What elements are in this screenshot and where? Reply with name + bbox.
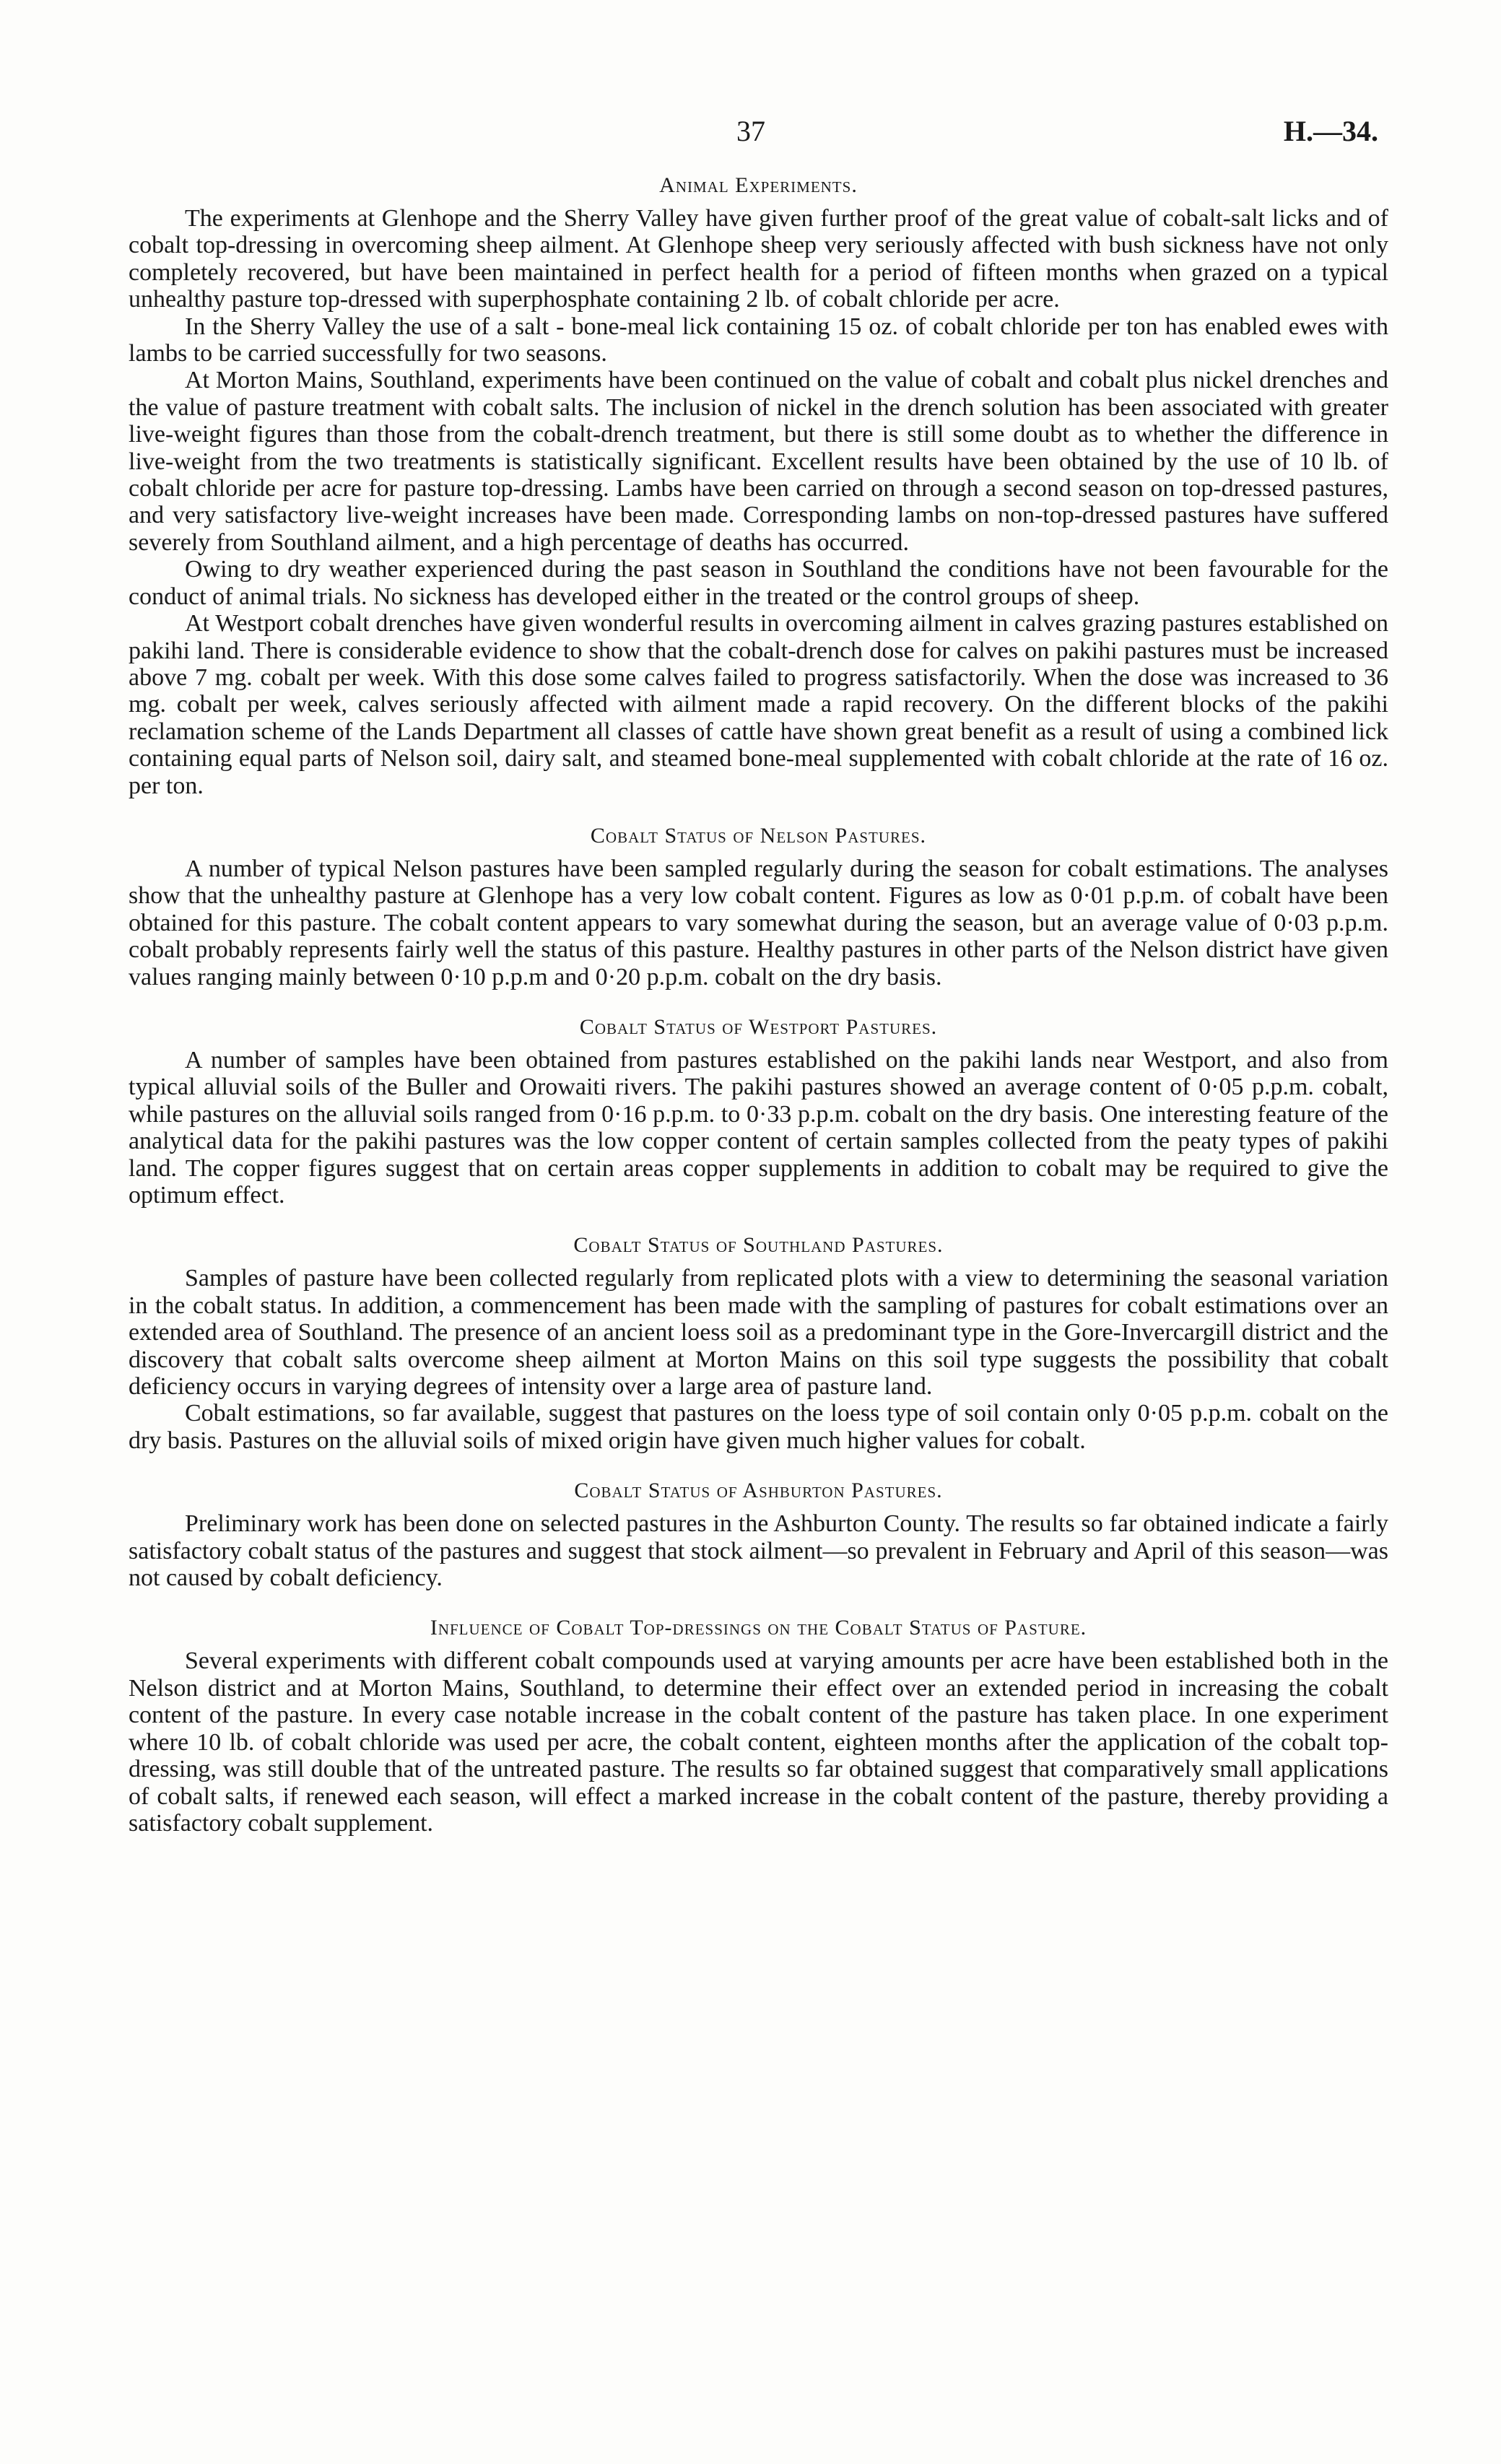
paragraph: Several experiments with different cobalt compounds used at varying amounts per acre have been established both in the Nelson district and at Morton Mains, Southland, to determine their effect over an extended period in increasing the cobalt content of the pasture. In every case notable increase in the cobalt content of the pasture has taken place. In one experiment where 10 lb. of cobalt chloride was used per acre, the cobalt content, eighteen months after the application of the cobalt top-dressing, was still double that of the untreated pasture. The results so far obtained suggest that comparatively small applications of cobalt salts, if renewed each season, will effect a marked increase in the cobalt content of the pasture, thereby providing a satisfactory cobalt supplement. [129, 1647, 1388, 1837]
section-heading-ashburton-pastures: Cobalt Status of Ashburton Pastures. [574, 1479, 943, 1503]
section-heading-southland-pastures: Cobalt Status of Southland Pastures. [573, 1233, 944, 1258]
paragraph: At Westport cobalt drenches have given wonderful results in overcoming ailment in calves grazing pastures established on pakihi land. There is considerable evidence to show that the cobalt-drench dose for calves on pakihi pastures must be increased above 7 mg. cobalt per week. With this dose some calves failed to progress satisfactorily. When the dose was increased to 36 mg. cobalt per week, calves seriously affected with ailment made a rapid recovery. On the different blocks of the pakihi reclamation scheme of the Lands Department all classes of cattle have shown great benefit as a result of using a combined lick containing equal parts of Nelson soil, dairy salt, and steamed bone-meal supplemented with cobalt chloride at the rate of 16 oz. per ton. [129, 610, 1388, 799]
paragraph: Samples of pasture have been collected regularly from replicated plots with a view to determining the seasonal variation in the cobalt status. In addition, a commencement has been made with the sampling of pastures for cobalt estimations over an extended area of Southland. The presence of an ancient loess soil as a predominant type in the Gore-Invercargill district and the discovery that cobalt salts overcome sheep ailment at Morton Mains on this soil type suggests the possibility that cobalt deficiency occurs in varying degrees of intensity over a large area of pasture land. [129, 1265, 1388, 1401]
paragraph: Cobalt estimations, so far available, suggest that pastures on the loess type of soil contain only 0·05 p.p.m. cobalt on the dry basis. Pastures on the alluvial soils of mixed origin have given much higher values for cobalt. [129, 1400, 1388, 1454]
paragraph: At Morton Mains, Southland, experiments have been continued on the value of cobalt and cobalt plus nickel drenches and the value of pasture treatment with cobalt salts. The inclusion of nickel in the drench solution has been associated with greater live-weight figures than those from the cobalt-drench treatment, but there is still some doubt as to whether the difference in live-weight from the two treatments is statistically significant. Excellent results have been obtained by the use of 10 lb. of cobalt chloride per acre for pasture top-dressing. Lambs have been carried on through a second season on top-dressed pastures, and very satisfactory live-weight increases have been made. Corresponding lambs on non-top-dressed pastures have suffered severely from Southland ailment, and a high percentage of deaths has occurred. [129, 367, 1388, 556]
paragraph: Owing to dry weather experienced during the past season in Southland the conditions have not been favourable for the conduct of animal trials. No sickness has developed either in the treated or the control groups of sheep. [129, 556, 1388, 610]
paragraph: A number of typical Nelson pastures have been sampled regularly during the season for cobalt estimations. The analyses show that the unhealthy pasture at Glenhope has a very low cobalt content. Figures as low as 0·01 p.p.m. of cobalt have been obtained for this pasture. The cobalt content appears to vary somewhat during the season, but an average value of 0·03 p.p.m. cobalt probably represents fairly well the status of this pasture. Healthy pastures in other parts of the Nelson district have given values ranging mainly between 0·10 p.p.m and 0·20 p.p.m. cobalt on the dry basis. [129, 855, 1388, 991]
paragraph: A number of samples have been obtained from pastures established on the pakihi lands near Westport, and also from typical alluvial soils of the Buller and Orowaiti rivers. The pakihi pastures showed an average content of 0·05 p.p.m. cobalt, while pastures on the alluvial soils ranged from 0·16 p.p.m. to 0·33 p.p.m. cobalt on the dry basis. One interesting feature of the analytical data for the pakihi pastures was the low copper content of certain samples collected from the peaty types of pakihi land. The copper figures suggest that on certain areas copper supplements in addition to cobalt may be required to give the optimum effect. [129, 1046, 1388, 1209]
section-heading-cobalt-topdressing-influence: Influence of Cobalt Top-dressings on the Cobalt Status of Pasture. [430, 1616, 1087, 1640]
page-number: 37 [736, 115, 765, 147]
page-header [0, 114, 1501, 157]
document-reference: H.—34. [1283, 115, 1378, 147]
paragraph: Preliminary work has been done on selected pastures in the Ashburton County. The results so far obtained indicate a fairly satisfactory cobalt status of the pastures and suggest that stock ailment—so prevalent in February and April of this season—was not caused by cobalt deficiency. [129, 1510, 1388, 1592]
page-content [129, 173, 1388, 1837]
section-heading-animal-experiments: Animal Experiments. [659, 173, 858, 197]
paragraph: In the Sherry Valley the use of a salt - bone-meal lick containing 15 oz. of cobalt chloride per ton has enabled ewes with lambs to be carried successfully for two seasons. [129, 313, 1388, 367]
paragraph: The experiments at Glenhope and the Sherry Valley have given further proof of the great value of cobalt-salt licks and of cobalt top-dressing in overcoming sheep ailment. At Glenhope sheep very seriously affected with bush sickness have not only completely recovered, but have been maintained in perfect health for a period of fifteen months when grazed on a typical unhealthy pasture top-dressed with superphosphate containing 2 lb. of cobalt chloride per acre. [129, 205, 1388, 313]
section-heading-nelson-pastures: Cobalt Status of Nelson Pastures. [590, 823, 927, 848]
section-heading-westport-pastures: Cobalt Status of Westport Pastures. [579, 1014, 938, 1039]
